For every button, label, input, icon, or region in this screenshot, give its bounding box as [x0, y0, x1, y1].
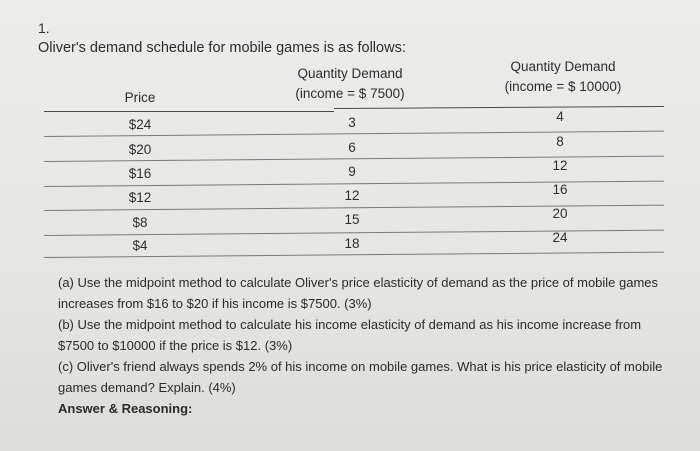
cell-quantity-10000: 12: [552, 158, 568, 173]
question-b: (b) Use the midpoint method to calculate his income elasticity of demand as his income increase from $7500 to $10000 if the price is $12. (3%): [58, 317, 642, 353]
cell-price: $24: [128, 117, 152, 132]
header-price: Price: [124, 90, 156, 105]
cell-quantity-10000: 4: [556, 109, 564, 124]
cell-price: $4: [132, 238, 148, 253]
cell-quantity-7500: 9: [348, 164, 356, 179]
cell-quantity-7500: 3: [348, 115, 356, 130]
intro-text: Oliver's demand schedule for mobile games is as follows:: [38, 40, 406, 56]
cell-quantity-10000: 16: [552, 182, 568, 197]
cell-price: $16: [128, 166, 152, 181]
header-quantity-income-10000-line2: (income = $ 10000): [504, 79, 622, 94]
table-header-rule-left: [44, 111, 334, 112]
cell-quantity-10000: 8: [556, 134, 564, 149]
question-number: 1.: [38, 20, 50, 36]
questions-block: [58, 272, 668, 419]
cell-price: $12: [128, 190, 152, 205]
cell-quantity-10000: 24: [552, 230, 568, 245]
header-quantity-income-7500-line2: (income = $ 7500): [295, 86, 405, 101]
cell-quantity-7500: 12: [344, 188, 360, 203]
cell-price: $8: [132, 215, 148, 230]
header-quantity-income-7500-line1: Quantity Demand: [297, 66, 403, 81]
table-header-rule-right: [334, 106, 664, 109]
cell-quantity-7500: 15: [344, 212, 360, 227]
cell-quantity-7500: 6: [348, 140, 356, 155]
question-a: (a) Use the midpoint method to calculate Oliver's price elasticity of demand as the price of mobile games increases from $16 to $20 if his income is $7500. (3%): [58, 275, 659, 311]
cell-quantity-10000: 20: [552, 206, 568, 221]
question-c: (c) Oliver's friend always spends 2% of his income on mobile games. What is his price elasticity of mobile games demand? Explain. (4%): [58, 359, 663, 395]
header-quantity-income-10000-line1: Quantity Demand: [510, 59, 616, 74]
answer-label: Answer & Reasoning:: [58, 401, 193, 416]
cell-quantity-7500: 18: [344, 236, 360, 251]
header-quantity-income-10000: [478, 57, 648, 97]
header-quantity-income-7500: [270, 64, 430, 104]
cell-price: $20: [128, 142, 152, 157]
